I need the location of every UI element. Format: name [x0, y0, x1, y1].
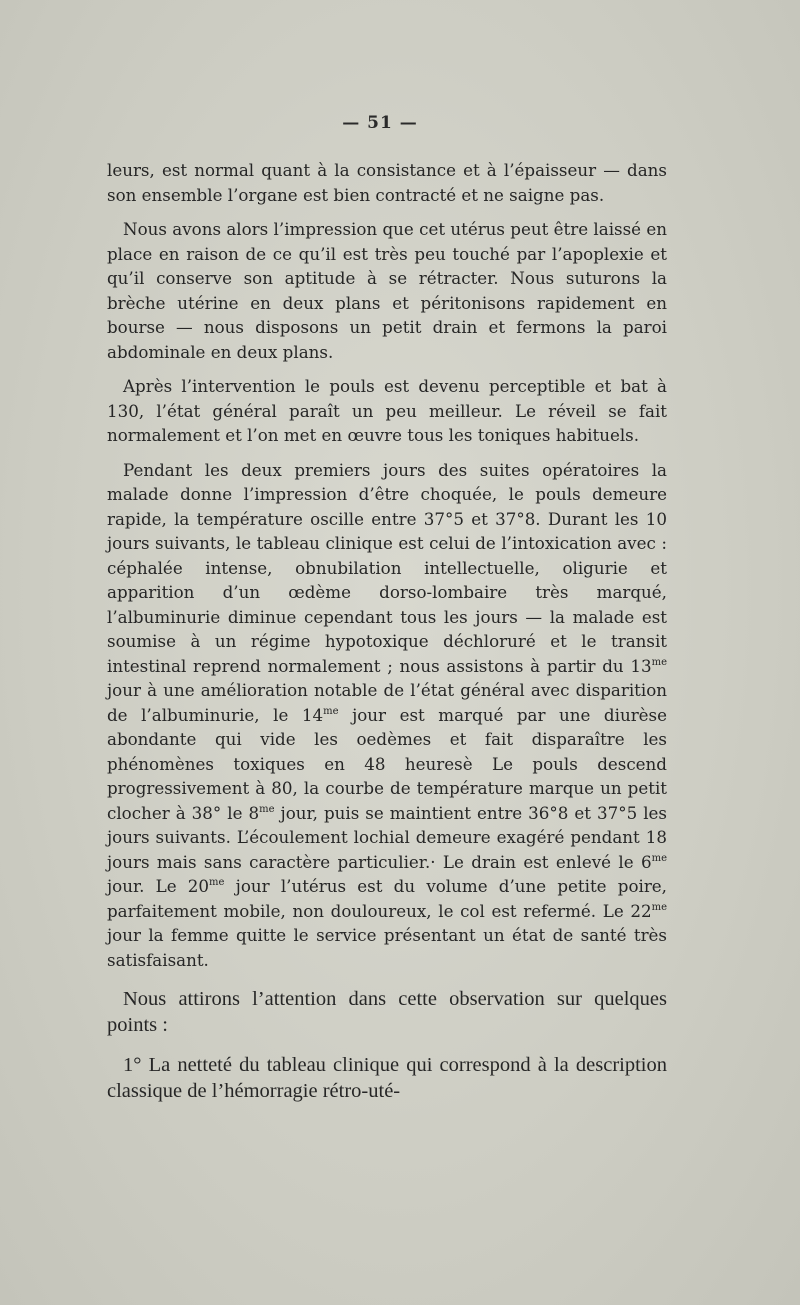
p4-seg: jour est marqué par une diurèse abondante qui vide les oedèmes et fait disparaître les phénomènes toxiques en 48 heuresè Le pouls descend progressivement à 80, la courbe de température marque un petit clocher à 38° le 8: [107, 704, 667, 823]
paragraph-6: 1° La netteté du tableau clinique qui correspond à la description classique de l’hémorragie rétro-uté-: [107, 1054, 667, 1102]
page-number: — 51 —: [342, 113, 418, 133]
paragraph-2: Nous avons alors l’impression que cet utérus peut être laissé en place en raison de ce qu’il est très peu touché par l’apoplexie et qu’il conserve son aptitude à se rétracter. Nous suturons la brèche utérine en deux plans et péritonisons rapidement en bourse — nous disposons un petit drain et fermons la paroi abdominale en deux plans.: [107, 219, 667, 362]
ordinal-suffix: me: [209, 877, 225, 888]
paragraph-1: leurs, est normal quant à la consistance et à l’épaisseur — dans son ensemble l’organe est bien contracté et ne saigne pas.: [107, 160, 667, 205]
paragraph-3: Après l’intervention le pouls est devenu perceptible et bat à 130, l’état général paraît un peu meilleur. Le réveil se fait normalement et l’on met en œuvre tous les toniques habituels.: [107, 376, 667, 445]
ordinal-suffix: me: [259, 803, 275, 815]
p4-seg: jour l’utérus est du volume d’une petite poire, parfaitement mobile, non douloureux, le col est refermé. Le 22: [107, 876, 667, 921]
paragraph-4: [107, 458, 667, 973]
p4-seg: jour, puis se maintient entre 36°8 et 37°5 les jours suivants. L’écoulement lochial demeure exagéré pendant 18 jours mais sans caractère particulier.· Le drain est enlevé le 6: [107, 802, 667, 872]
p4-seg: jour à une amélioration notable de l’état général avec disparition de l’albuminurie, le 14: [107, 680, 667, 725]
ordinal-suffix: me: [651, 901, 667, 913]
ordinal-suffix: me: [651, 656, 667, 668]
ordinal-suffix: me: [651, 852, 667, 864]
p4-seg: jour. Le 20: [107, 876, 210, 896]
paragraph-5: Nous attirons l’attention dans cette observation sur quelques points :: [107, 988, 667, 1036]
body-text: [107, 158, 667, 1114]
p4-seg: jour la femme quitte le service présentant un état de santé très satisfaisant.: [107, 925, 667, 970]
ordinal-suffix: me: [323, 705, 339, 717]
p4-seg: Pendant les deux premiers jours des suites opératoires la malade donne l’impression d’être choquée, le pouls demeure rapide, la température oscille entre 37°5 et 37°8. Durant les 10 jours suivants, le tableau clinique est celui de l’intoxication avec : céphalée intense, obnubilation intellectuelle, oligurie et apparition d’un œdème dorso-lombaire très marqué, l’albuminurie diminue cependant tous les jours — la malade est soumise à un régime hypotoxique déchloruré et le transit intestinal reprend normalement ; nous assistons à partir du 13: [107, 459, 667, 676]
